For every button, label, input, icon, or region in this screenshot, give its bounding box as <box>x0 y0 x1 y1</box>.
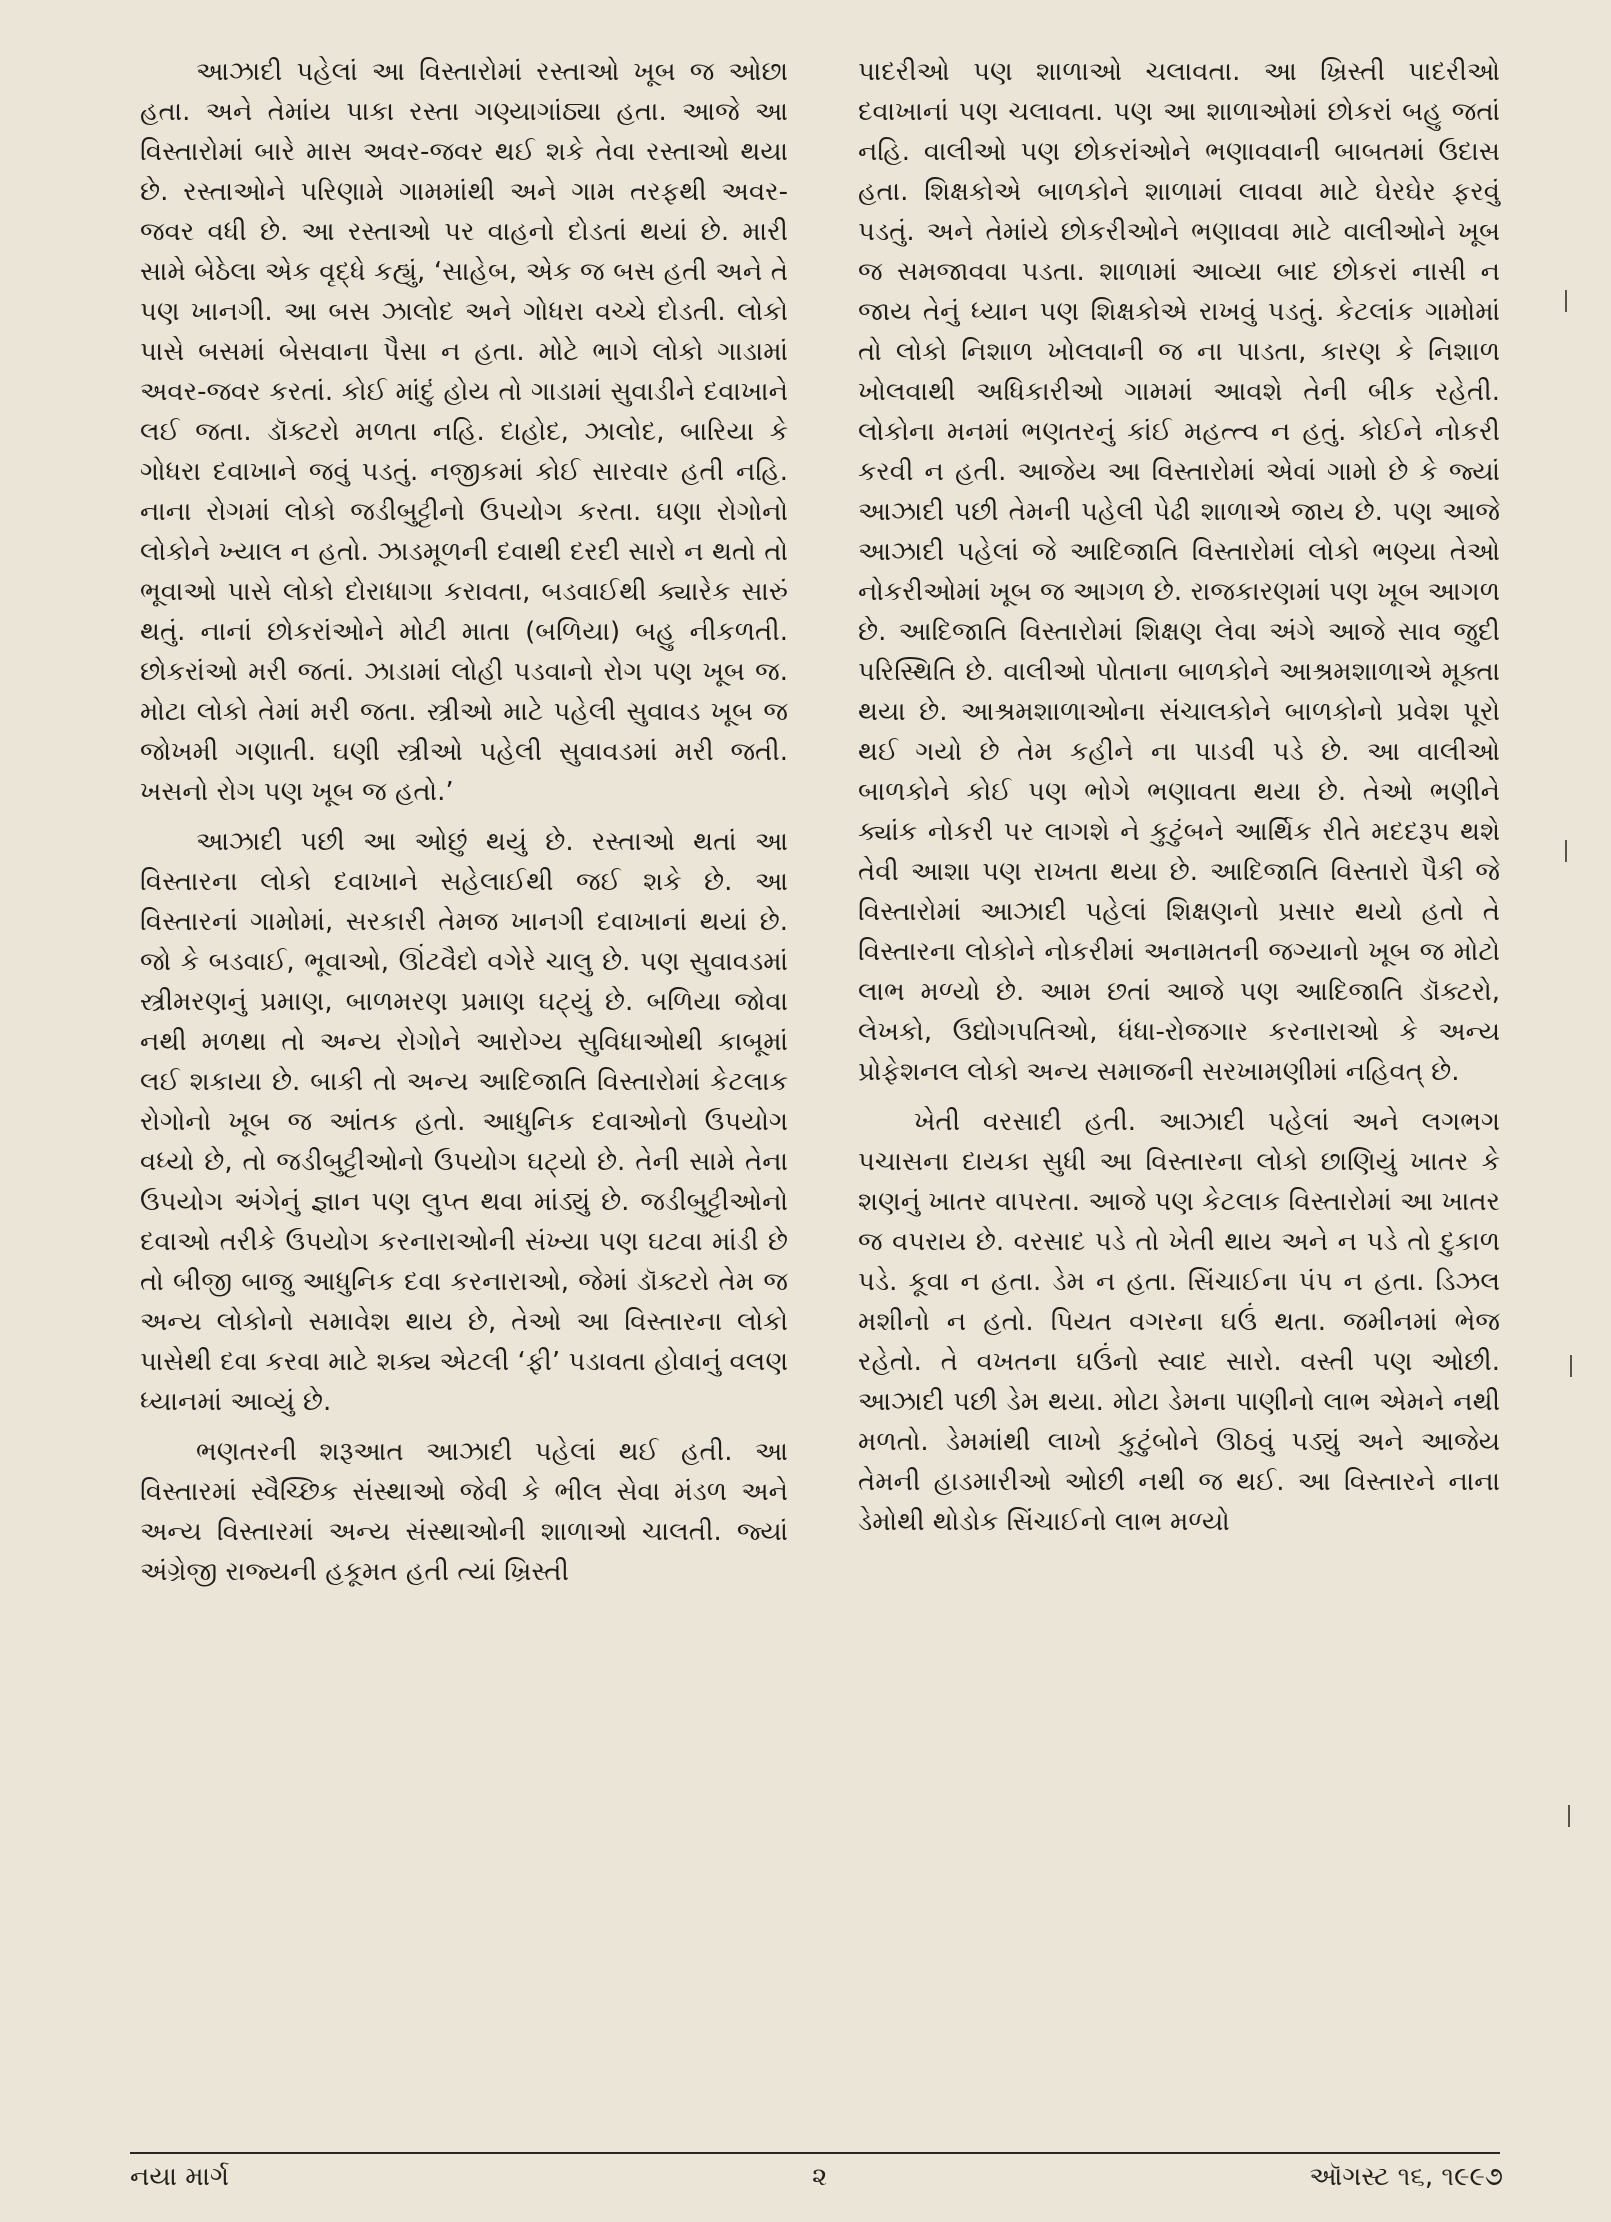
margin-tick-mark <box>1565 290 1575 312</box>
margin-tick-mark <box>1568 1805 1578 1827</box>
paragraph-roads-before-independence: આઝાદી પહેલાં આ વિસ્તારોમાં રસ્તાઓ ખૂબ જ ઓછા હતા. અને તેમાંય પાકા રસ્તા ગણ્યાગાંઠ્યા હતા. આજે આ વિસ્તારોમાં બારે માસ અવર-જવર થઈ શકે તેવા રસ્તાઓ થયા છે. રસ્તાઓને પરિણામે ગામમાંથી અને ગામ તરફથી અવર-જવર વધી છે. આ રસ્તાઓ પર વાહનો દોડતાં થયાં છે. મારી સામે બેઠેલા એક વૃદ્ધે કહ્યું, ‘સાહેબ, એક જ બસ હતી અને તે પણ ખાનગી. આ બસ ઝાલોદ અને ગોધરા વચ્ચે દોડતી. લોકો પાસે બસમાં બેસવાના પૈસા ન હતા. મોટે ભાગે લોકો ગાડામાં અવર-જવર કરતાં. કોઈ માંદું હોય તો ગાડામાં સુવાડીને દવાખાને લઈ જતા. ડૉક્ટરો મળતા નહિ. દાહોદ, ઝાલોદ, બારિયા કે ગોધરા દવાખાને જવું પડતું. નજીકમાં કોઈ સારવાર હતી નહિ. નાના રોગમાં લોકો જડીબુટ્ટીનો ઉપયોગ કરતા. ઘણા રોગોનો લોકોને ખ્યાલ ન હતો. ઝાડમૂળની દવાથી દરદી સારો ન થતો તો ભૂવાઓ પાસે લોકો દોરાધાગા કરાવતા, બડવાઈથી ક્યારેક સારું થતું. નાનાં છોકરાંઓને મોટી માતા (બળિયા) બહુ નીકળતી. છોકરાંઓ મરી જતાં. ઝાડામાં લોહી પડવાનો રોગ પણ ખૂબ જ. મોટા લોકો તેમાં મરી જતા. સ્ત્રીઓ માટે પહેલી સુવાવડ ખૂબ જ જોખમી ગણાતી. ઘણી સ્ત્રીઓ પહેલી સુવાવડમાં મરી જતી. ખસનો રોગ પણ ખૂબ જ હતો.’ <box>140 57 788 807</box>
footer-date: ઑગસ્ટ ૧૬, ૧૯૯૭ <box>1309 2162 1503 2192</box>
footer-page-number: ૨ <box>812 2162 828 2192</box>
margin-tick-mark <box>1565 840 1575 862</box>
footer-publication-name: નયા માર્ગ <box>130 2162 230 2192</box>
footer-divider <box>130 2152 1500 2154</box>
paragraph-missionary-schools: પાદરીઓ પણ શાળાઓ ચલાવતા. આ ખ્રિસ્તી પાદરીઓ દવાખાનાં પણ ચલાવતા. પણ આ શાળાઓમાં છોકરાં બહુ જતાં નહિ. વાલીઓ પણ છોકરાંઓને ભણાવવાની બાબતમાં ઉદાસ હતા. શિક્ષકોએ બાળકોને શાળામાં લાવવા માટે ઘેરઘેર ફરવું પડતું. અને તેમાંયે છોકરીઓને ભણાવવા માટે વાલીઓને ખૂબ જ સમજાવવા પડતા. શાળામાં આવ્યા બાદ છોકરાં નાસી ન જાય તેનું ધ્યાન પણ શિક્ષકોએ રાખવું પડતું. કેટલાંક ગામોમાં તો લોકો નિશાળ ખોલવાની જ ના પાડતા, કારણ કે નિશાળ ખોલવાથી અધિકારીઓ ગામમાં આવશે તેની બીક રહેતી. લોકોના મનમાં ભણતરનું કાંઈ મહત્ત્વ ન હતું. કોઈને નોકરી કરવી ન હતી. આજેય આ વિસ્તારોમાં એવાં ગામો છે કે જ્યાં આઝાદી પછી તેમની પહેલી પેઢી શાળાએ જાય છે. પણ આજે આઝાદી પહેલાં જે આદિજાતિ વિસ્તારોમાં લોકો ભણ્યા તેઓ નોકરીઓમાં ખૂબ જ આગળ છે. રાજકારણમાં પણ ખૂબ આગળ છે. આદિજાતિ વિસ્તારોમાં શિક્ષણ લેવા અંગે આજે સાવ જુદી પરિસ્થિતિ છે. વાલીઓ પોતાના બાળકોને આશ્રમશાળાએ મૂક્તા થયા છે. આશ્રમશાળાઓના સંચાલકોને બાળકોનો પ્રવેશ પૂરો થઈ ગયો છે તેમ કહીને ના પાડવી પડે છે. આ વાલીઓ બાળકોને કોઈ પણ ભોગે ભણાવતા થયા છે. તેઓ ભણીને ક્યાંક નોકરી પર લાગશે ને કુટુંબને આર્થિક રીતે મદદરૂપ થશે તેવી આશા પણ રાખતા થયા છે. આદિજાતિ વિસ્તારો પૈકી જે વિસ્તારોમાં આઝાદી પહેલાં શિક્ષણનો પ્રસાર થયો હતો તે વિસ્તારના લોકોને નોકરીમાં અનામતની જગ્યાનો ખૂબ જ મોટો લાભ મળ્યો છે. આમ છતાં આજે પણ આદિજાતિ ડૉક્ટરો, લેખકો, ઉદ્યોગપતિઓ, ધંધા-રોજગાર કરનારાઓ કે અન્ય પ્રોફેશનલ લોકો અન્ય સમાજની સરખામણીમાં નહિવત્ છે. <box>858 57 1500 1087</box>
right-column <box>858 52 1500 1552</box>
paragraph-after-independence-health: આઝાદી પછી આ ઓછું થયું છે. રસ્તાઓ થતાં આ વિસ્તારના લોકો દવાખાને સહેલાઈથી જઈ શકે છે. આ વિસ્તારનાં ગામોમાં, સરકારી તેમજ ખાનગી દવાખાનાં થયાં છે. જો કે બડવાઈ, ભૂવાઓ, ઊંટવૈદો વગેરે ચાલુ છે. પણ સુવાવડમાં સ્ત્રીમરણનું પ્રમાણ, બાળમરણ પ્રમાણ ઘટ્યું છે. બળિયા જોવા નથી મળથા તો અન્ય રોગોને આરોગ્ય સુવિધાઓથી કાબૂમાં લઈ શકાયા છે. બાકી તો અન્ય આદિજાતિ વિસ્તારોમાં કેટલાક રોગોનો ખૂબ જ આંતક હતો. આધુનિક દવાઓનો ઉપયોગ વધ્યો છે, તો જડીબુટ્ટીઓનો ઉપયોગ ઘટ્યો છે. તેની સામે તેના ઉપયોગ અંગેનું જ્ઞાન પણ લુપ્ત થવા માંડ્યું છે. જડીબુટ્ટીઓનો દવાઓ તરીકે ઉપયોગ કરનારાઓની સંખ્યા પણ ઘટવા માંડી છે તો બીજી બાજુ આધુનિક દવા કરનારાઓ, જેમાં ડૉક્ટરો તેમ જ અન્ય લોકોનો સમાવેશ થાય છે, તેઓ આ વિસ્તારના લોકો પાસેથી દવા કરવા માટે શક્ય એટલી ‘ફી’ પડાવતા હોવાનું વલણ ધ્યાનમાં આવ્યું છે. <box>140 827 788 1417</box>
left-column <box>140 52 788 1602</box>
paragraph-education-start: ભણતરની શરૂઆત આઝાદી પહેલાં થઈ હતી. આ વિસ્તારમાં સ્વૈચ્છિક સંસ્થાઓ જેવી કે ભીલ સેવા મંડળ અને અન્ય વિસ્તારમાં અન્ય સંસ્થાઓની શાળાઓ ચાલતી. જ્યાં અંગ્રેજી રાજ્યની હકૂમત હતી ત્યાં ખ્રિસ્તી <box>140 1437 788 1587</box>
paragraph-agriculture: ખેતી વરસાદી હતી. આઝાદી પહેલાં અને લગભગ પચાસના દાયકા સુધી આ વિસ્તારના લોકો છાણિયું ખાતર કે શણનું ખાતર વાપરતા. આજે પણ કેટલાક વિસ્તારોમાં આ ખાતર જ વપરાય છે. વરસાદ પડે તો ખેતી થાય અને ન પડે તો દુકાળ પડે. કૂવા ન હતા. ડેમ ન હતા. સિંચાઈના પંપ ન હતા. ડિઝલ મશીનો ન હતો. પિયત વગરના ઘઉં થતા. જમીનમાં ભેજ રહેતો. તે વખતના ઘઉંનો સ્વાદ સારો. વસ્તી પણ ઓછી. આઝાદી પછી ડેમ થયા. મોટા ડેમના પાણીનો લાભ એમને નથી મળતો. ડેમમાંથી લાખો કુટુંબોને ઊઠવું પડ્યું અને આજેય તેમની હાડમારીઓ ઓછી નથી જ થઈ. આ વિસ્તારને નાના ડેમોથી થોડોક સિંચાઈનો લાભ મળ્યો <box>858 1107 1500 1537</box>
margin-tick-mark <box>1570 1355 1580 1377</box>
